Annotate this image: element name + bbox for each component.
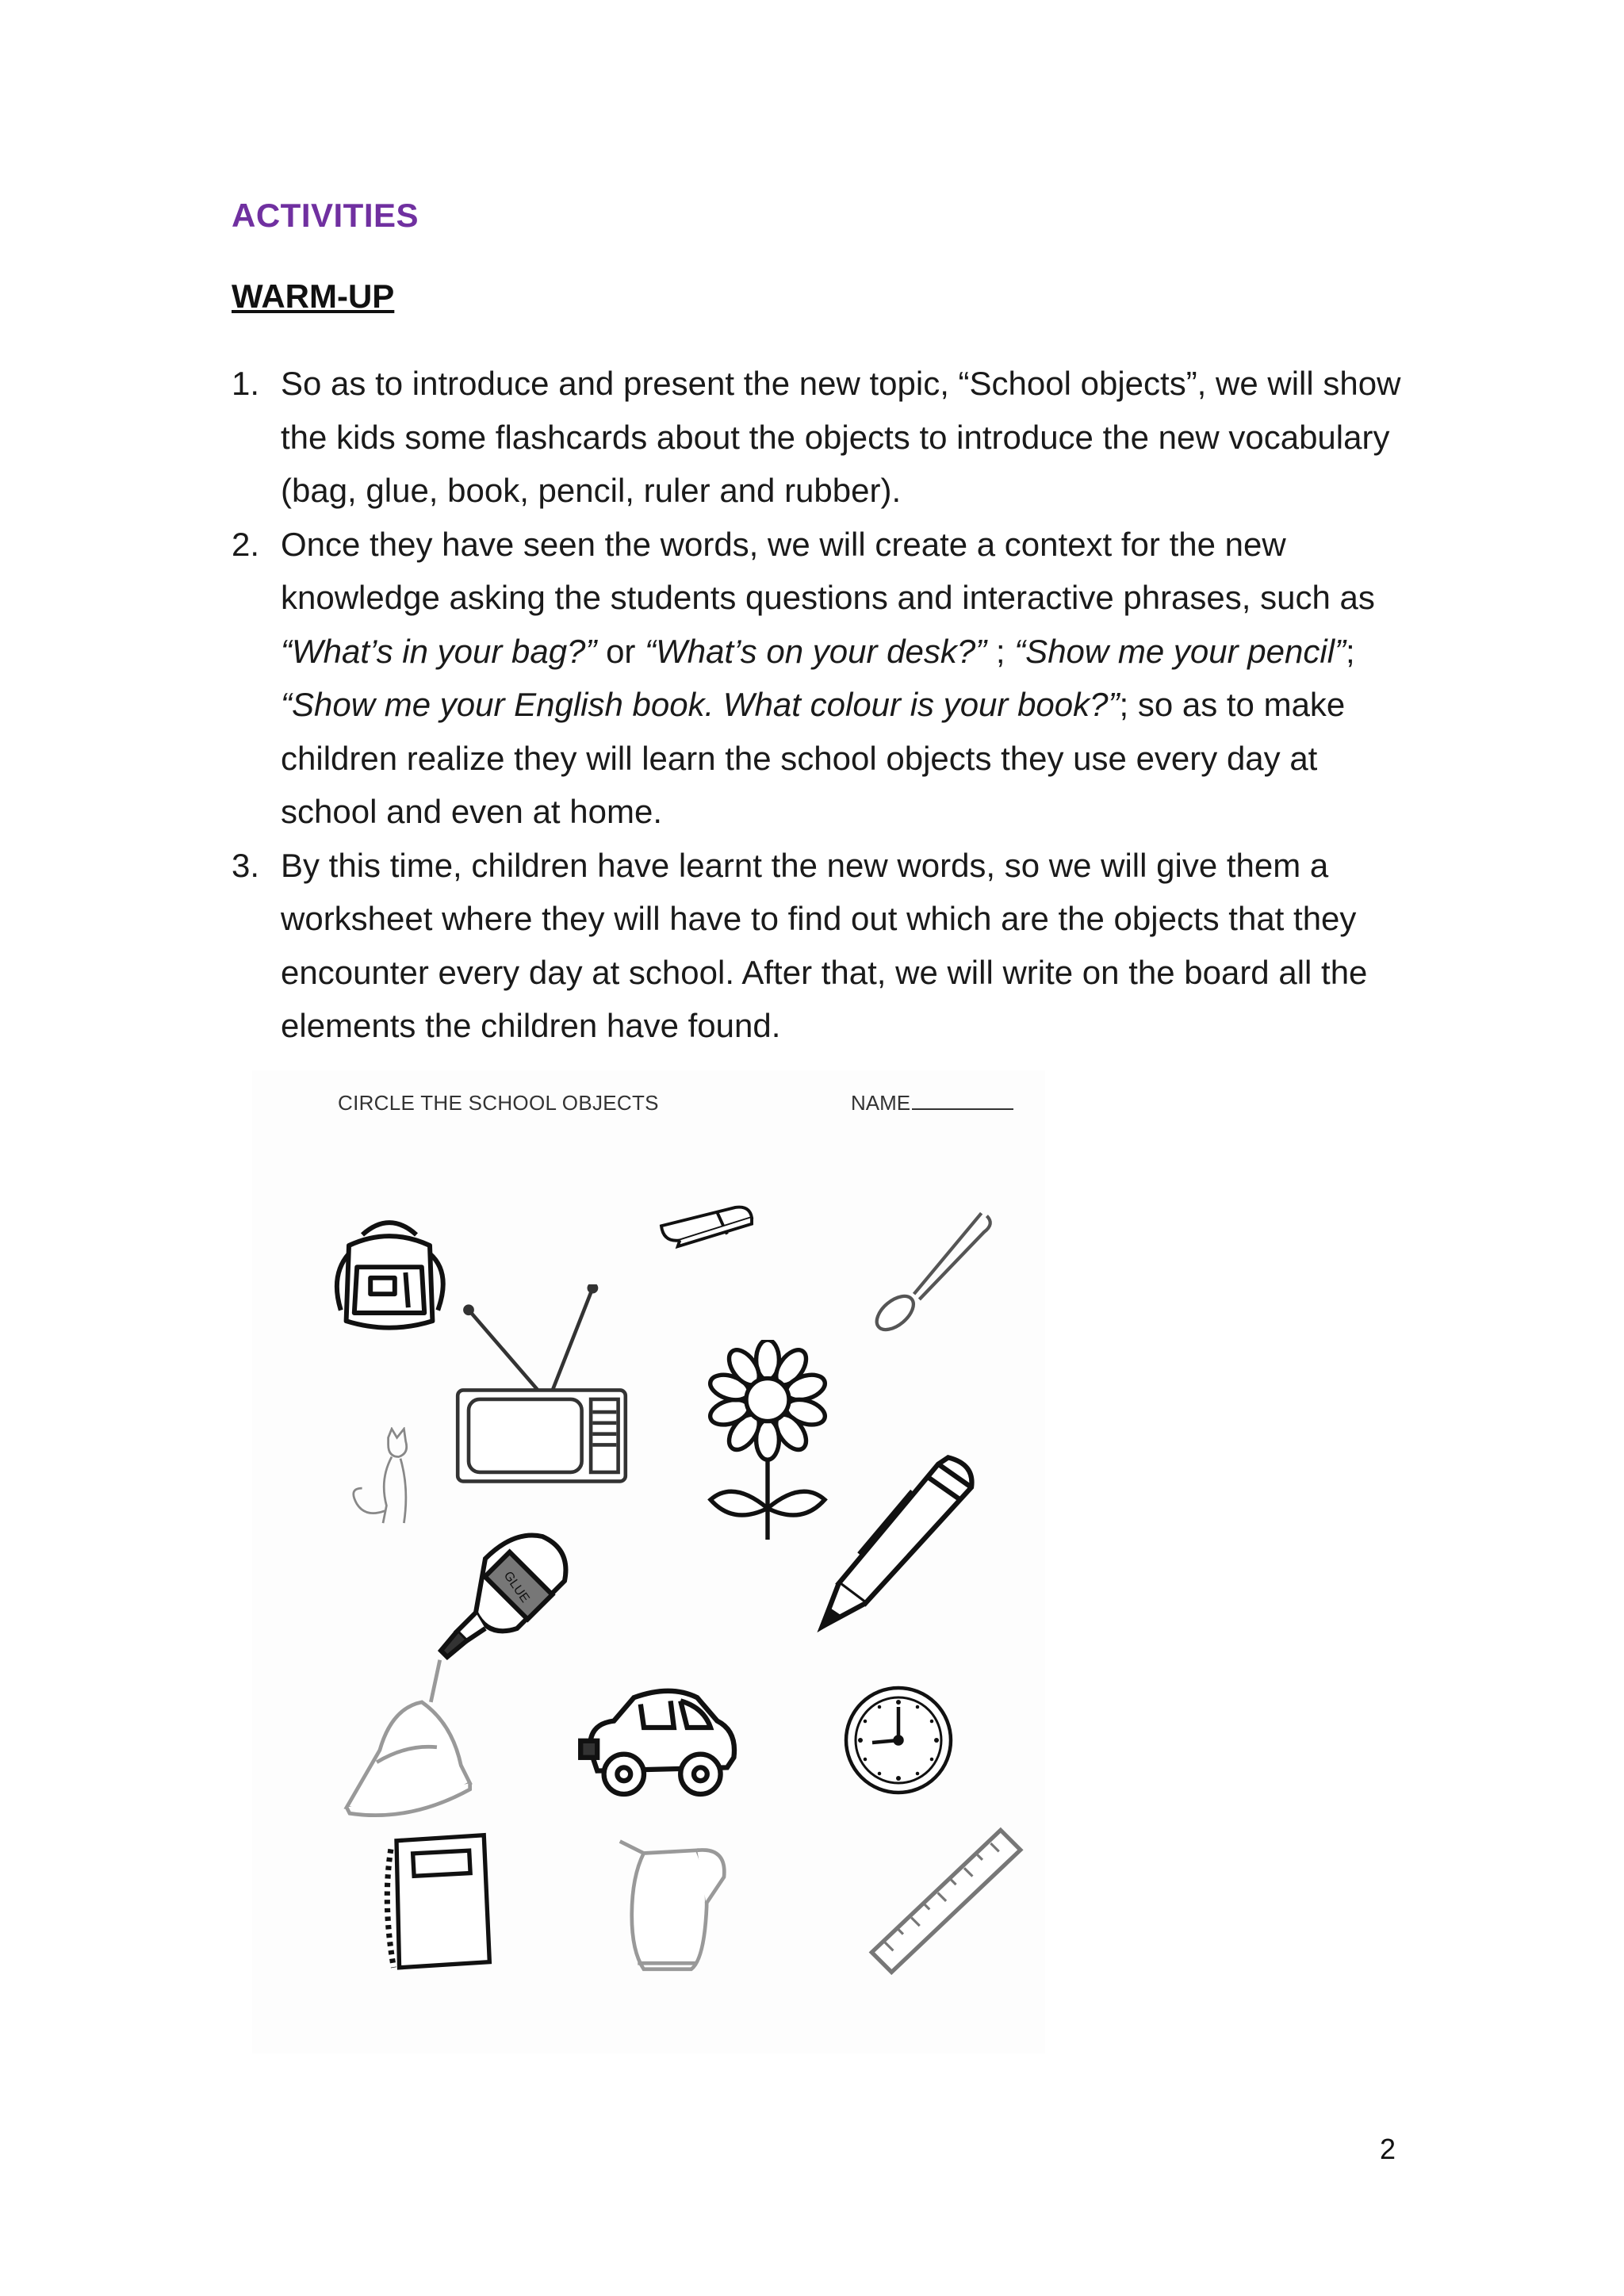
page-number: 2 (1380, 2133, 1396, 2165)
ruler-icon (861, 1823, 1028, 1982)
step-text: Once they have seen the words, we will create a context for the new knowledge asking the students questions and interactive phrases, such as (281, 525, 1375, 616)
step-number: 2. (232, 525, 260, 563)
notebook-icon (371, 1831, 498, 1974)
glue-icon (419, 1514, 577, 1665)
name-blank-line (912, 1093, 1013, 1110)
step-item (232, 839, 1405, 1053)
clock-icon (839, 1681, 958, 1800)
worksheet-name-field (851, 1091, 1013, 1115)
tv-icon (450, 1284, 633, 1490)
car-icon (577, 1681, 744, 1808)
section-heading: ACTIVITIES (232, 197, 419, 234)
warm-up-heading: WARM-UP (232, 277, 395, 315)
spoon-icon (863, 1205, 998, 1340)
step-text: ; so as to make children realize they will learn the school objects they use every day at school and even at home. (281, 686, 1346, 830)
example-phrase: “What’s on your desk?” (645, 632, 987, 670)
steps-list (232, 357, 1405, 1053)
example-phrase: “Show me your pencil” (1014, 632, 1346, 670)
backpack-icon (322, 1205, 457, 1340)
name-label: NAME (851, 1091, 911, 1115)
worksheet-title: CIRCLE THE SCHOOL OBJECTS (338, 1091, 659, 1115)
example-phrase: “Show me your English book. What colour is your book?” (281, 686, 1120, 723)
worksheet-image (252, 1070, 1045, 2053)
iron-icon (331, 1657, 482, 1831)
step-item (232, 357, 1405, 518)
step-number: 1. (232, 365, 260, 402)
step-text: ; (1346, 632, 1355, 670)
cat-icon (339, 1427, 427, 1530)
step-text: ; (986, 632, 1015, 670)
step-text: By this time, children have learnt the new words, so we will give them a worksheet where they will have to find out which are the objects that they encounter every day at school. After that, we will write on the board all the elements the children have found. (281, 846, 1368, 1044)
step-number: 3. (232, 846, 260, 884)
step-text: or (596, 632, 645, 670)
step-text: So as to introduce and present the new topic, “School objects”, we will show the kids some flashcards about the objects to introduce the new vocabulary (bag, glue, book, pencil, ruler and rubber). (281, 365, 1401, 509)
step-item (232, 518, 1405, 839)
svg-text:GLUE: GLUE (500, 1569, 532, 1605)
example-phrase: “What’s in your bag?” (281, 632, 597, 670)
kettle-icon (617, 1831, 736, 1982)
eraser-icon (655, 1197, 758, 1253)
pencil-icon (815, 1451, 982, 1633)
